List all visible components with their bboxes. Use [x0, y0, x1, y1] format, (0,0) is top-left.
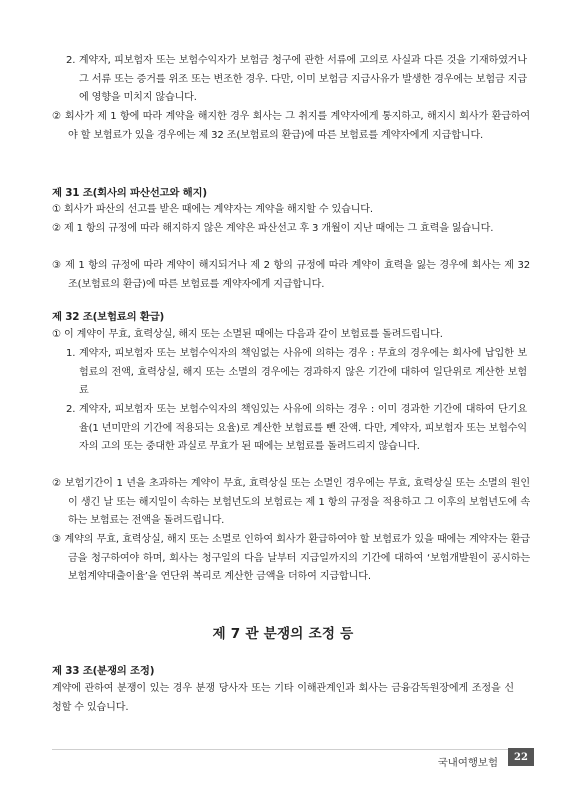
article-32-paragraph-3: ③ 계약의 무효, 효력상실, 해지 또는 소멸로 인하여 회사가 환급하여야 할 보험료가 있을 때에는 계약자는 환급금을 청구하여야 하며, 회사는 청구일의 다음 날부터 지급일까지의 기간에 대하여 ‘보험개발원이 공시하는 보험계약대출이율’을 연단위 복리로 계산한 금액을 더하여 지급합니다.	[52, 534, 530, 583]
clause-30-1-item-2: 2. 계약자, 피보험자 또는 보험수익자가 보험금 청구에 관한 서류에 고의로 사실과 다른 것을 기재하였거나 그 서류 또는 증거를 위조 또는 변조한 경우. 다만, 이미 보험금 지급사유가 발생한 경우에는 보험금 지급에 영향을 미치지 않습니다.	[66, 55, 527, 104]
clause-30-paragraph-2: ② 회사가 제 1 항에 따라 계약을 해지한 경우 회사는 그 취지를 계약자에게 통지하고, 해지시 회사가 환급하여야 할 보험료가 있을 경우에는 제 32 조(보험료의 환급)에 따른 보험료를 계약자에게 지급합니다.	[52, 111, 530, 141]
article-33-heading: 제 33 조(분쟁의 조정)	[52, 665, 155, 677]
article-31-paragraph-1: ① 회사가 파산의 선고를 받은 때에는 계약자는 계약을 해지할 수 있습니다.	[52, 204, 373, 215]
article-32-paragraph-2: ② 보험기간이 1 년을 초과하는 계약이 무효, 효력상실 또는 소멸인 경우에는 무효, 효력상실 또는 소멸의 원인이 생긴 날 또는 해지일이 속하는 보험년도의 보험료는 제 1 항의 규정을 적용하고 그 이후의 보험년도에 속하는 보험료는 전액을 돌려드립니다.	[52, 478, 530, 527]
article-32-item-2: 2. 계약자, 피보험자 또는 보험수익자의 책임있는 사유에 의하는 경우 : 이미 경과한 기간에 대하여 단기요율(1 년미만의 기간에 적용되는 요율)로 계산한 보험료를 뺀 잔액. 다만, 계약자, 피보험자 또는 보험수익자의 고의 또는 중대한 과실로 무효가 된 때에는 보험료를 돌려드리지 않습니다.	[66, 404, 527, 453]
section-title: 제 7 관 분쟁의 조정 등	[212, 626, 354, 642]
footer-title: 국내여행보험	[437, 757, 498, 769]
article-31-paragraph-3: ③ 제 1 항의 규정에 따라 계약이 해지되거나 제 2 항의 규정에 따라 계약이 효력을 잃는 경우에 회사는 제 32 조(보험료의 환급)에 따른 보험료를 계약자에게 지급합니다.	[52, 260, 530, 290]
footer-divider	[52, 749, 526, 750]
article-33-paragraph: 계약에 관하여 분쟁이 있는 경우 분쟁 당사자 또는 기타 이해관계인과 회사는 금융감독원장에게 조정을 신청할 수 있습니다.	[52, 683, 514, 713]
page-number: 22	[508, 748, 534, 766]
article-32-paragraph-1: ① 이 계약이 무효, 효력상실, 해지 또는 소멸된 때에는 다음과 같이 보험료를 돌려드립니다.	[52, 329, 443, 340]
article-32-heading: 제 32 조(보험료의 환급)	[52, 311, 165, 323]
article-32-item-1: 1. 계약자, 피보험자 또는 보험수익자의 책임없는 사유에 의하는 경우 : 무효의 경우에는 회사에 납입한 보험료의 전액, 효력상실, 해지 또는 소멸의 경우에는 경과하지 않은 기간에 대하여 일단위로 계산한 보험료	[66, 348, 527, 397]
article-31-heading: 제 31 조(회사의 파산선고와 해지)	[52, 187, 207, 199]
article-31-paragraph-2: ② 제 1 항의 규정에 따라 해지하지 않은 계약은 파산선고 후 3 개월이 지난 때에는 그 효력을 잃습니다.	[52, 223, 494, 234]
